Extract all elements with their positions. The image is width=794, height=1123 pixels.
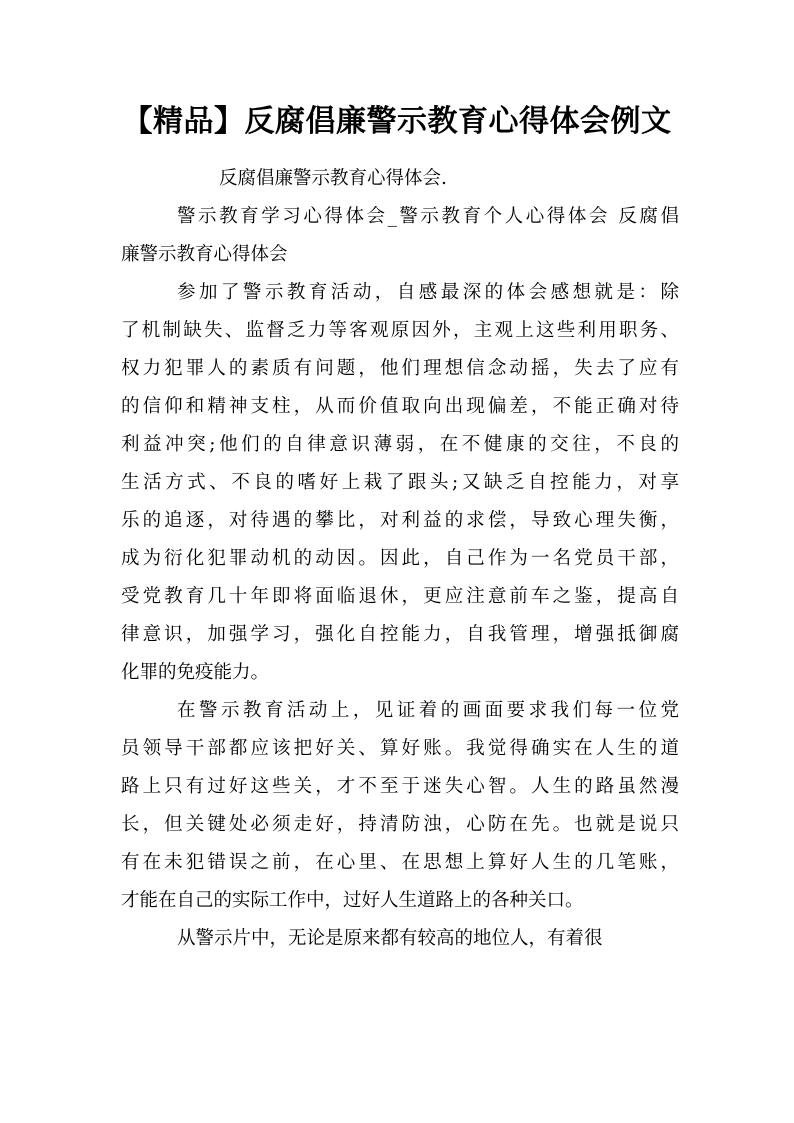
body-line-text: 在警示教育活动上，见证着的画面要求我们每一位党 xyxy=(177,700,683,721)
body-line-text: 参加了警示教育活动，自感最深的体会感想就是：除 xyxy=(177,282,683,303)
body-line-text: 长，但关键处必须走好，持清防浊，心防在先。也就是说只 xyxy=(121,814,683,835)
body-line-text: 警示教育学习心得体会_警示教育个人心得体会 反腐倡 xyxy=(177,206,682,227)
body-line-text: 权力犯罪人的素质有问题，他们理想信念动摇，失去了应有 xyxy=(121,358,683,379)
paragraph-lines xyxy=(121,198,683,958)
body-line xyxy=(121,464,683,502)
body-line-text: 有在未犯错误之前，在心里、在思想上算好人生的几笔账， xyxy=(121,852,683,873)
body-line-text: 才能在自己的实际工作中，过好人生道路上的各种关口。 xyxy=(121,890,584,911)
body-line xyxy=(121,388,683,426)
body-line-text: 受党教育几十年即将面临退休，更应注意前车之鉴，提高自 xyxy=(121,586,683,607)
body-line-text: 从警示片中，无论是原来都有较高的地位人，有着很 xyxy=(177,928,603,949)
body-line-text: 廉警示教育心得体会 xyxy=(121,244,288,265)
body-line xyxy=(121,730,683,768)
body-line xyxy=(121,882,679,920)
body-line-text: 乐的追逐，对待遇的攀比，对利益的求偿，导致心理失衡， xyxy=(121,510,683,531)
body-line-text: 了机制缺失、监督乏力等客观原因外，主观上这些利用职务、 xyxy=(121,320,682,341)
body-line xyxy=(121,198,682,236)
body-line-text: 律意识，加强学习，强化自控能力，自我管理，增强抵御腐 xyxy=(121,624,683,645)
document-subtitle: 反腐倡廉警示教育心得体会. xyxy=(219,168,447,189)
body-line xyxy=(121,920,679,958)
body-line-text: 利益冲突;他们的自律意识薄弱，在不健康的交往，不良的 xyxy=(121,434,683,455)
body-line-text: 的信仰和精神支柱，从而价值取向出现偏差，不能正确对待 xyxy=(121,396,683,417)
body-line xyxy=(121,616,683,654)
body-line xyxy=(121,350,683,388)
body-line xyxy=(121,236,679,274)
body-line xyxy=(121,844,683,882)
body-line xyxy=(121,806,683,844)
body-line-text: 生活方式、不良的嗜好上栽了跟头;又缺乏自控能力，对享 xyxy=(121,472,683,493)
body-line xyxy=(121,768,683,806)
body-line xyxy=(121,692,683,730)
body-line xyxy=(121,578,683,616)
document-title: 【精品】反腐倡廉警示教育心得体会例文 xyxy=(122,104,672,139)
body-line xyxy=(121,312,682,350)
document-body xyxy=(121,160,683,958)
body-line-text: 员领导干部都应该把好关、算好账。我觉得确实在人生的道 xyxy=(121,738,683,759)
body-line-text: 路上只有过好这些关，才不至于迷失心智。人生的路虽然漫 xyxy=(121,776,683,797)
body-line-text: 成为衍化犯罪动机的动因。因此，自己作为一名党员干部， xyxy=(121,548,683,569)
body-line-text: 化罪的免疫能力。 xyxy=(121,662,270,683)
body-line xyxy=(121,540,683,578)
body-line xyxy=(121,654,679,692)
body-line xyxy=(121,426,683,464)
body-line xyxy=(121,274,683,312)
body-line xyxy=(121,502,683,540)
